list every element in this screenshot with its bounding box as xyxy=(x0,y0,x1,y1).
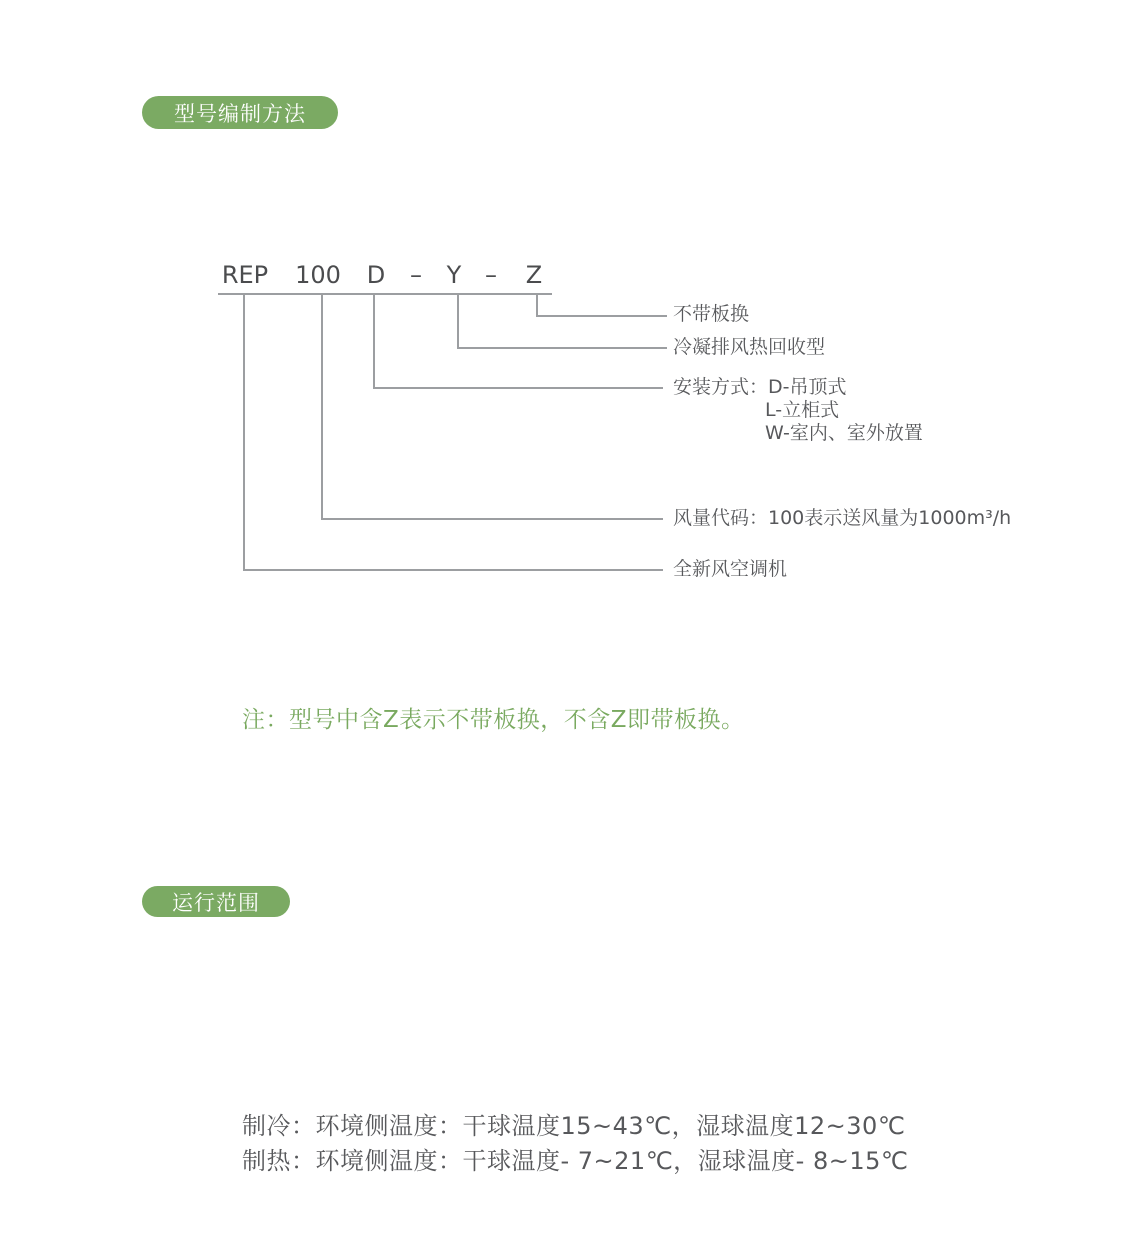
label-install-option-d: 安装方式：D-吊顶式 xyxy=(673,376,847,398)
section-badge-operating-range-label: 运行范围 xyxy=(172,890,260,915)
drop-line-airflow xyxy=(321,293,323,518)
label-base-name: 全新风空调机 xyxy=(673,558,788,580)
operating-range-heating: 制热：环境侧温度：干球温度- 7~21℃，湿球温度- 8~15℃ xyxy=(242,1147,909,1175)
model-part-install: D xyxy=(366,261,386,289)
drop-line-install xyxy=(373,293,375,387)
operating-range-cooling: 制冷：环境侧温度：干球温度15~43℃，湿球温度12~30℃ xyxy=(242,1112,906,1140)
drop-line-plate xyxy=(536,293,538,315)
connector-airflow xyxy=(321,518,663,520)
connector-plate xyxy=(536,315,667,317)
connector-series xyxy=(243,569,663,571)
section-badge-operating-range xyxy=(142,886,290,917)
section-badge-model-method xyxy=(142,96,338,129)
connector-install xyxy=(373,387,663,389)
label-heat-recovery: 冷凝排风热回收型 xyxy=(673,336,826,358)
section-badge-model-method-label: 型号编制方法 xyxy=(174,101,306,126)
label-install-option-w: W-室内、室外放置 xyxy=(765,422,923,444)
label-airflow-code: 风量代码：100表示送风量为1000m³/h xyxy=(673,507,1012,529)
label-no-plate-exchanger: 不带板换 xyxy=(673,303,750,325)
model-part-series: REP xyxy=(221,261,269,289)
drop-line-series xyxy=(243,293,245,569)
model-part-dash-1: – xyxy=(410,261,422,289)
model-part-plate: Z xyxy=(525,261,543,289)
drop-line-heat-recovery xyxy=(457,293,459,347)
model-note: 注：型号中含Z表示不带板换，不含Z即带板换。 xyxy=(242,707,745,733)
model-part-dash-2: – xyxy=(485,261,497,289)
model-part-airflow: 100 xyxy=(295,261,341,289)
connector-heat-recovery xyxy=(457,347,667,349)
model-underline xyxy=(218,293,552,295)
model-part-heat-recovery: Y xyxy=(446,261,462,289)
label-install-option-l: L-立柜式 xyxy=(765,399,840,421)
